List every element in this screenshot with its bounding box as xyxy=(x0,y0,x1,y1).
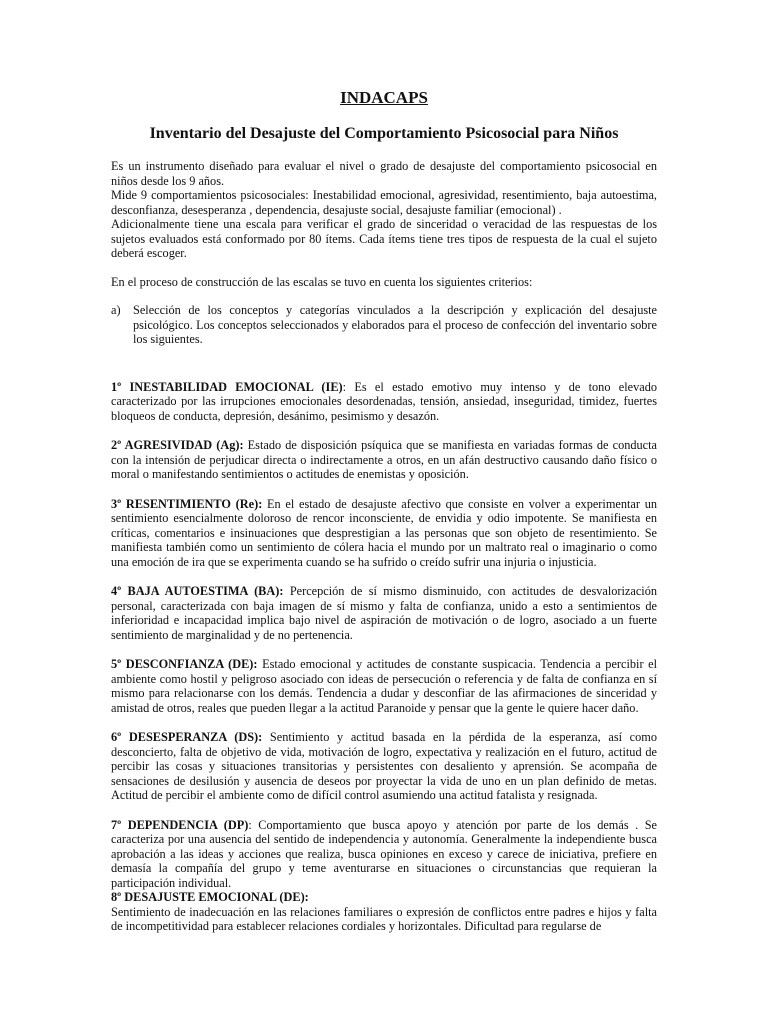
section-dependencia xyxy=(111,818,657,891)
intro-paragraph: Es un instrumento diseñado para evaluar el nivel o grado de desajuste del comportamiento psicosocial en niños desde los 9 años. xyxy=(111,159,657,188)
section-text: Sentimiento de inadecuación en las relaciones familiares o expresión de conflictos entre padres e hijos y falta de incompetitividad para establecer relaciones cordiales y horizontales. Dificultad para regularse de xyxy=(111,904,657,933)
section-heading: 2º AGRESIVIDAD (Ag): xyxy=(111,438,244,452)
intro-paragraph: Mide 9 comportamientos psicosociales: Inestabilidad emocional, agresividad, resentimiento, baja autoestima, desconfianza, desesperanza , dependencia, desajuste social, desajuste familiar (emocional) . xyxy=(111,188,657,217)
criteria-marker: a) xyxy=(111,303,121,317)
section-desesperanza xyxy=(111,730,657,803)
spacer xyxy=(111,289,657,303)
section-separator xyxy=(262,730,270,744)
section-heading: 4º BAJA AUTOESTIMA (BA): xyxy=(111,584,284,598)
section-text: Percepción de sí mismo disminuido, con actitudes de desvalorización personal, caracterizada con baja imagen de sí mismo y falta de confianza, unido a esto a sentimientos de inferioridad e incapacidad implica bajo nivel de aspiración de motivación o de logro, asociado a un fuerte sentimiento de marginalidad y de no pertenencia. xyxy=(111,584,658,642)
section-text: Es el estado emotivo muy intenso y de tono elevado caracterizado por las irrupciones emocionales desordenadas, tensión, ansiedad, inseguridad, timidez, fuertes bloqueos de conducta, depresión, desánimo, pesimismo y desazón. xyxy=(111,379,657,423)
section-agresividad xyxy=(111,438,657,482)
spacer xyxy=(111,362,657,380)
section-heading: 5º DESCONFIANZA (DE): xyxy=(111,657,258,671)
section-heading: 7º DEPENDENCIA (DP) xyxy=(111,817,249,832)
section-heading: 6º DESESPERANZA (DS): xyxy=(111,730,263,744)
criteria-intro: En el proceso de construcción de las escalas se tuvo en cuenta los siguientes criterios: xyxy=(111,274,533,289)
section-desconfianza xyxy=(111,657,657,715)
section-heading: 1º INESTABILIDAD EMOCIONAL (IE) xyxy=(111,379,343,394)
spacer xyxy=(111,261,657,275)
criteria-item xyxy=(111,303,657,347)
section-text: En el estado de desajuste afectivo que consiste en volver a experimentar un sentimiento esencialmente doloroso de rencor inconsciente, de envidia y odio impotente. Se manifiesta en críticas, comentarios e insinuaciones que desprestigian a las personas que son objeto de resentimiento. Se manifiesta también como un sentimiento de cólera hacia el mundo por un maltrato real o imaginario o como una emoción de ira que se experimenta cuando se ha sufrido o creído sufrir una injuria o injusticia. xyxy=(111,496,657,569)
document-title: INDACAPS xyxy=(340,88,428,107)
section-text: Comportamiento que busca apoyo y atención por parte de los demás . Se caracteriza por una ausencia del sentido de independencia y autonomía. Generalmente la independiente busca aprobación a las ideas y acciones que realiza, busca opiniones en exceso y carece de iniciativa, prefiere en demasía la compañía del grupo y teme aventurarse en situaciones o circunstancias que requieran la participación individual. xyxy=(111,817,657,890)
section-inestabilidad xyxy=(111,380,657,424)
section-separator: : xyxy=(342,379,355,394)
section-text: Estado emocional y actitudes de constante suspicacia. Tendencia a percibir el ambiente como hostil y peligroso asociado con ideas de persecución o referencia y de falta de confianza en sí mismo para relacionarse con los demás. Tendencia a dudar y desconfiar de las afirmaciones de sinceridad y amistad de otros, reales que pueden llegar a la actitud Paranoide y pensar que la gente le quiere hacer daño. xyxy=(111,657,658,715)
section-desajuste-emocional xyxy=(111,890,657,934)
section-text: Sentimiento y actitud basada en la pérdida de la esperanza, así como desconcierto, falta de objetivo de vida, motivación de logro, expectativa y realización en el futuro, actitud de percibir las cosas y situaciones transitorias y persistentes con desaliento y aprensión. Se acompaña de sensaciones de desilusión y ausencia de deseos por proyectar la vida de uno en un plan definido de metas. Actitud de percibir el ambiente como de difícil control asumiendo una actitud fatalista y resignada. xyxy=(111,730,657,802)
section-separator: : xyxy=(248,817,259,832)
section-text: Estado de disposición psíquica que se manifiesta en variadas formas de conducta con la intensión de perjudicar directa o indirectamente a otros, en un afán destructivo causando daño físico o moral o manifestando sentimientos o actitudes de enemistas y oposición. xyxy=(111,438,657,481)
intro-paragraph: Adicionalmente tiene una escala para verificar el grado de sinceridad o veracidad de las respuestas de los sujetos evaluados está conformado por 80 ítems. Cada ítems tiene tres tipos de respuesta de la cual el sujeto deberá escoger. xyxy=(111,217,657,260)
section-baja-autoestima xyxy=(111,584,657,642)
document-subtitle: Inventario del Desajuste del Comportamiento Psicosocial para Niños xyxy=(149,125,619,142)
section-heading: 8º DESAJUSTE EMOCIONAL (DE): xyxy=(111,890,309,904)
section-resentimiento xyxy=(111,497,657,570)
section-heading: 3º RESENTIMIENTO (Re): xyxy=(111,496,263,511)
criteria-text: Selección de los conceptos y categorías vinculados a la descripción y explicación del desajuste psicológico. Los conceptos seleccionados y elaborados para el proceso de confección del inventario sobre los siguientes. xyxy=(133,303,657,346)
